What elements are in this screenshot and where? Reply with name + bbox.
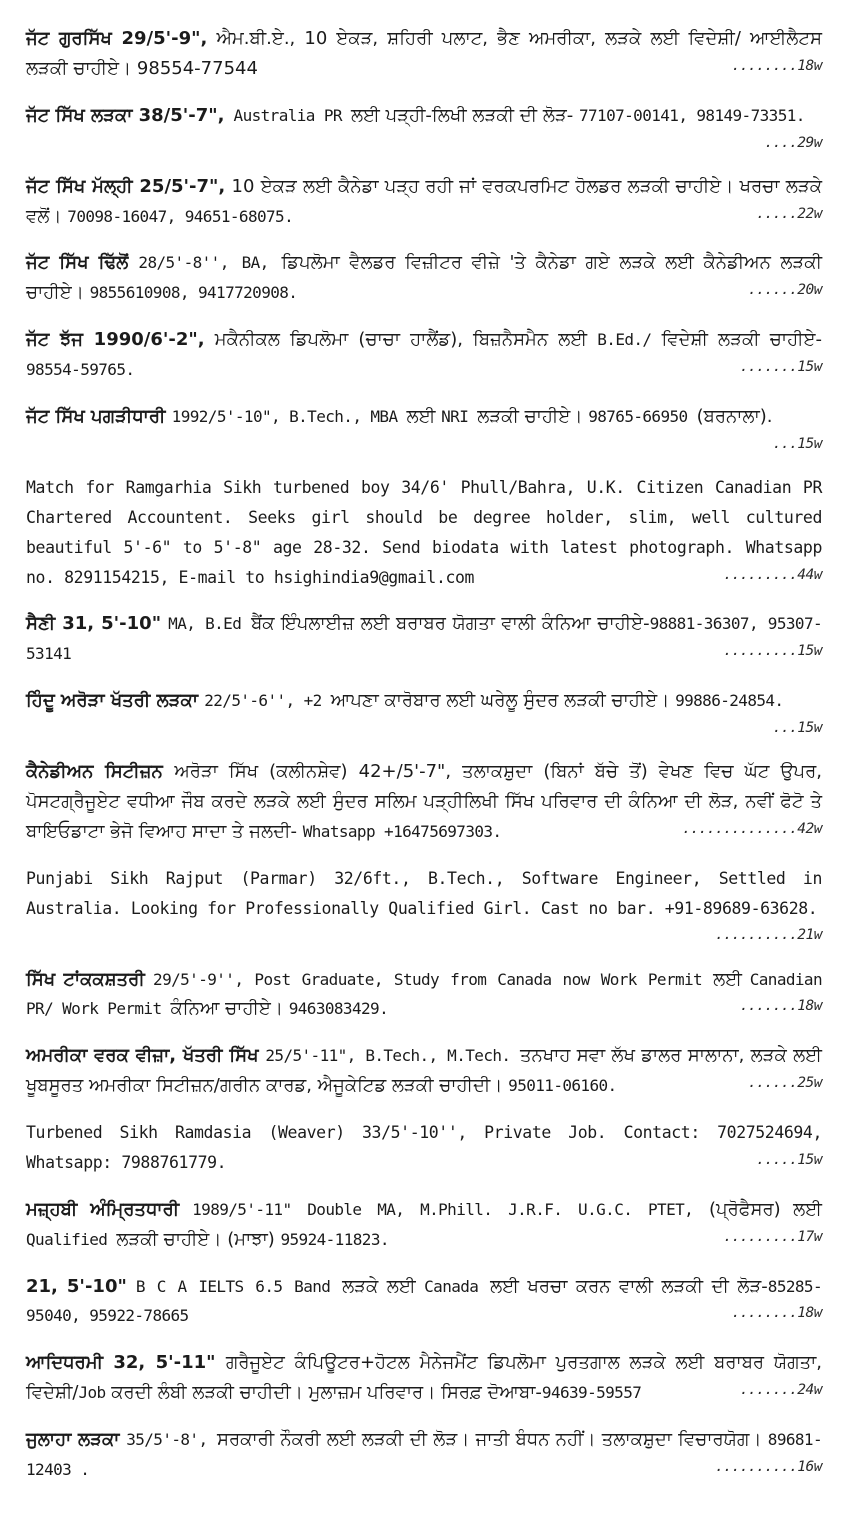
ad-body-text: ਬੈਂਕ ਇੰਪਲਾਈਜ਼ ਲਈ ਬਰਾਬਰ ਯੋਗਤਾ ਵਾਲੀ ਕੰਨਿਆ ਚਾਹੀਏ- — [251, 613, 650, 635]
word-count: ....29w — [764, 134, 822, 151]
ad-body-text: (ਬਰਨਾਲਾ). — [696, 405, 773, 427]
classified-ad — [26, 686, 822, 740]
ad-lead-text: ਜੁਲਾਹਾ ਲੜਕਾ — [26, 1429, 127, 1450]
ad-body-text: ਲਈ — [713, 968, 750, 990]
ad-body-text: (ਪ੍ਰੋਫੈਸਰ) ਲਈ — [708, 1198, 822, 1220]
ad-body-text: ਡਿਪਲੋਮਾ ਵੈਲਡਰ ਵਿਜ਼ੀਟਰ ਵੀਜ਼ੇ 'ਤੇ ਕੈਨੇਡਾ ਗਏ ਲੜਕੇ ਲਈ ਕੈਨੇਡੀਅਨ ਲੜਕੀ ਚਾਹੀਏ। — [26, 252, 822, 304]
word-count: .......15w — [739, 359, 822, 376]
ad-body-text: ਗਰੈਜੂਏਟ ਕੰਪਿਊਟਰ+ਹੋਟਲ ਮੈਨੇਜਮੈਂਟ ਡਿਪਲੋਮਾ ਪੁਰਤਗਾਲ ਲੜਕੇ ਲਈ ਬਰਾਬਰ ਯੋਗਤਾ, ਵਿਦੇਸ਼ੀ/ — [26, 1352, 822, 1404]
ad-body-text: 85285-95040, 95922-78665 — [26, 1276, 822, 1326]
ad-lead-text: ਕੈਨੇਡੀਅਨ ਸਿਟੀਜ਼ਨ — [26, 761, 175, 783]
classified-ad — [26, 1118, 822, 1178]
ad-body-text: 77107-00141, 98149-73351. — [578, 105, 805, 125]
ad-body-text: Punjabi Sikh Rajput (Parmar) 32/6ft., B.Tech., Software Engineer, Settled in Australia. Looking for Professionally Qualified Girl. Cast no bar. +91-89689-63628. — [26, 868, 822, 918]
ad-body-text: 9855610908, 9417720908. — [89, 283, 298, 303]
ad-lead-text: ਸਿੱਖ ਟਾਂਕਕਸ਼ਤਰੀ — [26, 968, 154, 990]
ad-lead-text: ਜੱਟ ਸਿੱਖ ਮੱਲ੍ਹੀ 25/5'-7", — [26, 175, 226, 197]
word-count: ..........16w — [715, 1458, 822, 1475]
ad-lead-text: ਹਿੰਦੂ ਅਰੋੜਾ ਖੱਤਰੀ ਲੜਕਾ — [26, 690, 205, 712]
ad-body-text: ਕੰਨਿਆ ਚਾਹੀਏ। — [170, 998, 289, 1020]
word-count: ..............42w — [682, 820, 822, 837]
ad-lead-text: ਜੱਟ ਸਿੱਖ ਪਗੜੀਧਾਰੀ — [26, 405, 172, 427]
ad-body-text: ਅਰੋੜਾ ਸਿੱਖ (ਕਲੀਨਸ਼ੇਵ) 42+/5'-7", ਤਲਾਕਸ਼ੁਦਾ (ਬਿਨਾਂ ਬੱਚੇ ਤੋਂ) ਵੇਖਣ ਵਿਚ ਘੱਟ ਉਪਰ, ਪੋਸਟਗ੍ਰੈਜੂਏਟ ਵਧੀਆ ਜੌਬ ਕਰਦੇ ਲੜਕੇ ਲਈ ਸੁੰਦਰ ਸਲਿਮ ਪੜ੍ਹੀਲਿਖੀ ਸਿੱਖ ਪਰਿਵਾਰ ਦੀ ਕੰਨਿਆ ਦੀ ਲੋੜ, ਨਵੀਂ ਫੋਟੋ ਤੇ ਬਾਇਓਡਾਟਾ ਭੇਜੋ ਵਿਆਹ ਸਾਦਾ ਤੇ ਜਲਦੀ- — [26, 761, 822, 842]
ad-body-text: ਲਈ ਖਰਚਾ ਕਰਨ ਵਾਲੀ ਲੜਕੀ ਦੀ ਲੋੜ- — [490, 1275, 768, 1297]
ad-body-text: 28/5'-8'', BA, — [138, 253, 282, 273]
ad-body-text: Australia PR — [224, 105, 351, 125]
ad-lead-text: ਮਜ਼੍ਹਬੀ ਅੰਮ੍ਰਿਤਧਾਰੀ — [26, 1198, 193, 1220]
word-count: ........18w — [731, 57, 822, 74]
ad-body-text: Whatsapp +16475697303. — [302, 821, 502, 841]
ad-lead-text: ਅਮਰੀਕਾ ਵਰਕ ਵੀਜ਼ਾ, ਖੱਤਰੀ ਸਿੱਖ — [26, 1045, 266, 1067]
classified-ad — [26, 172, 822, 232]
classified-ad — [26, 1041, 822, 1101]
ad-body-text: 95011-06160. — [508, 1076, 617, 1096]
classified-ad — [26, 24, 822, 84]
ad-body-text: 89681-12403 . — [26, 1430, 822, 1479]
classified-ad — [26, 1272, 822, 1332]
ad-lead-text: ਆਦਿਧਰਮੀ 32, 5'-11" — [26, 1352, 226, 1374]
ad-body-text: 70098-16047, 94651-68075. — [67, 206, 294, 226]
ad-body-text: 98765-66950 — [588, 406, 697, 426]
ad-body-text: ਸਰਕਾਰੀ ਨੌਕਰੀ ਲਈ ਲੜਕੀ ਦੀ ਲੋੜ। ਜਾਤੀ ਬੰਧਨ ਨਹੀਂ। ਤਲਾਕਸ਼ੁਦਾ ਵਿਚਾਰਯੋਗ। — [217, 1429, 768, 1450]
classified-ad — [26, 864, 822, 948]
ad-body-text: ਕਰਦੀ ਲੰਬੀ ਲੜਕੀ ਚਾਹੀਦੀ। ਮੁਲਾਜ਼ਮ ਪਰਿਵਾਰ। ਸਿਰਫ਼ ਦੋਆਬਾ- — [105, 1382, 542, 1404]
classified-ad — [26, 965, 822, 1025]
ad-body-text: 94639-59557 — [541, 1383, 642, 1403]
classified-ad — [26, 248, 822, 308]
word-count: ......25w — [747, 1075, 822, 1092]
word-count: ..........21w — [715, 927, 822, 944]
ad-body-text: B.Ed./ — [597, 330, 652, 350]
ad-body-text: ਵਿਦੇਸ਼ੀ ਲੜਕੀ ਚਾਹੀਏ- — [651, 329, 822, 351]
classified-ad — [26, 402, 822, 456]
ad-body-text: Canada — [424, 1276, 491, 1296]
ad-body-text: 98554-59765. — [26, 360, 135, 380]
word-count: ........18w — [731, 1305, 822, 1322]
ad-lead-text: 21, 5'-10" — [26, 1275, 136, 1297]
ad-body-text: ਲੜਕੀ ਚਾਹੀਏ। (ਮਾਝਾ) — [116, 1228, 281, 1250]
word-count: .........17w — [723, 1228, 822, 1245]
ad-body-text: ਲਈ — [406, 405, 442, 427]
ad-body-text: Canadian PR/ Work Permit — [26, 969, 822, 1019]
classified-ad — [26, 1195, 822, 1255]
classified-ad — [26, 101, 822, 155]
ad-body-text: ਲਈ ਪੜ੍ਹੀ-ਲਿਖੀ ਲੜਕੀ ਦੀ ਲੋੜ- — [350, 104, 579, 126]
word-count: .........44w — [723, 566, 822, 583]
word-count: ...15w — [772, 720, 822, 736]
ad-body-text: ਆਪਣਾ ਕਾਰੋਬਾਰ ਲਈ ਘਰੇਲੂ ਸੁੰਦਰ ਲੜਕੀ ਚਾਹੀਏ। — [330, 690, 676, 712]
ad-lead-text: ਜੱਟ ਗੁਰਸਿੱਖ 29/5'-9", — [26, 28, 208, 49]
classifieds-column — [26, 24, 822, 1485]
ad-body-text: B C A IELTS 6.5 Band — [135, 1276, 343, 1296]
word-count: .......18w — [739, 998, 822, 1015]
ad-lead-text: ਜੱਟ ਸਿੱਖ ਢਿੱਲੋਂ — [26, 252, 139, 274]
ad-body-text: NRI — [441, 406, 478, 426]
word-count: .....22w — [756, 205, 822, 222]
ad-lead-text: ਸੈਣੀ 31, 5'-10" — [26, 613, 169, 635]
ad-body-text: ਮਕੈਨੀਕਲ ਡਿਪਲੋਮਾ (ਚਾਚਾ ਹਾਲੈਂਡ), ਬਿਜ਼ਨੈਸਮੈਨ ਲਈ — [204, 329, 598, 351]
ad-body-text: Turbened Sikh Ramdasia (Weaver) 33/5'-10'', Private Job. Contact: 7027524694, Whatsapp: 7988761779. — [26, 1123, 822, 1172]
ad-body-text: ਲੜਕੇ ਲਈ — [342, 1275, 425, 1297]
ad-body-text: ਐਮ.ਬੀ.ਏ., 10 ਏਕੜ, ਸ਼ਹਿਰੀ ਪਲਾਟ, ਭੈਣ ਅਮਰੀਕਾ, ਲੜਕੇ ਲਈ ਵਿਦੇਸ਼ੀ/ ਆਈਲੈਟਸ ਲੜਕੀ ਚਾਹੀਏ। 98554-77544 — [26, 28, 822, 79]
ad-lead-text: ਜੱਟ ਸਿੱਖ ਲੜਕਾ 38/5'-7", — [26, 104, 225, 126]
word-count: ......20w — [747, 282, 822, 299]
ad-body-text: 98881-36307, 95307-53141 — [26, 614, 823, 664]
ad-body-text: Job — [78, 1383, 106, 1403]
classified-ad — [26, 473, 822, 593]
ad-body-text: 29/5'-9'', Post Graduate, Study from Canada now Work Permit — [153, 969, 714, 989]
ad-body-text: ਤਨਖਾਹ ਸਵਾ ਲੱਖ ਡਾਲਰ ਸਾਲਾਨਾ, ਲੜਕੇ ਲਈ ਖੂਬਸੂਰਤ ਅਮਰੀਕਾ ਸਿਟੀਜ਼ਨ/ਗਰੀਨ ਕਾਰਡ, ਐਜੂਕੇਟਿਡ ਲੜਕੀ ਚਾਹੀਦੀ। — [26, 1045, 823, 1097]
ad-body-text: 1989/5'-11" Double MA, M.Phill. J.R.F. U.G.C. PTET, — [192, 1199, 709, 1219]
classified-ad — [26, 325, 822, 385]
ad-body-text: 35/5'-8', — [126, 1430, 218, 1449]
ad-body-text: 9463083429. — [288, 999, 389, 1019]
classified-ad — [26, 1425, 822, 1485]
classified-ad — [26, 1348, 822, 1408]
ad-body-text: MA, B.Ed — [168, 614, 252, 634]
word-count: .......24w — [739, 1382, 822, 1399]
ad-body-text: Match for Ramgarhia Sikh turbened boy 34/6' Phull/Bahra, U.K. Citizen Canadian PR Chartered Accountent. Seeks girl should be degree holder, slim, well cultured beautiful 5'-6" to 5'-8" age 28-32. Send biodata with latest photograph. Whatsapp no. 8291154215, E-mail to hsighindia9@gmail.com — [26, 477, 822, 587]
ad-body-text: 10 ਏਕੜ ਲਈ ਕੈਨੇਡਾ ਪੜ੍ਹ ਰਹੀ ਜਾਂ ਵਰਕਪਰਮਿਟ ਹੋਲਡਰ ਲੜਕੀ ਚਾਹੀਏ। ਖਰਚਾ ਲੜਕੇ ਵਲੋਂ। — [26, 175, 822, 227]
ad-body-text: 25/5'-11", B.Tech., M.Tech. — [265, 1046, 521, 1066]
ad-body-text: 1992/5'-10", B.Tech., MBA — [171, 406, 407, 426]
ad-body-text: 22/5'-6'', +2 — [204, 691, 331, 711]
ad-body-text: Qualified — [26, 1229, 117, 1249]
word-count: .....15w — [756, 1151, 822, 1168]
word-count: .........15w — [723, 643, 822, 660]
classified-ad — [26, 757, 822, 847]
word-count: ...15w — [772, 435, 822, 452]
ad-body-text: 99886-24854. — [675, 691, 784, 711]
ad-lead-text: ਜੱਟ ਝੱਜ 1990/6'-2", — [26, 329, 205, 351]
classified-ad — [26, 609, 822, 669]
ad-body-text: 95924-11823. — [280, 1229, 389, 1249]
ad-body-text: ਲੜਕੀ ਚਾਹੀਏ। — [477, 405, 589, 427]
